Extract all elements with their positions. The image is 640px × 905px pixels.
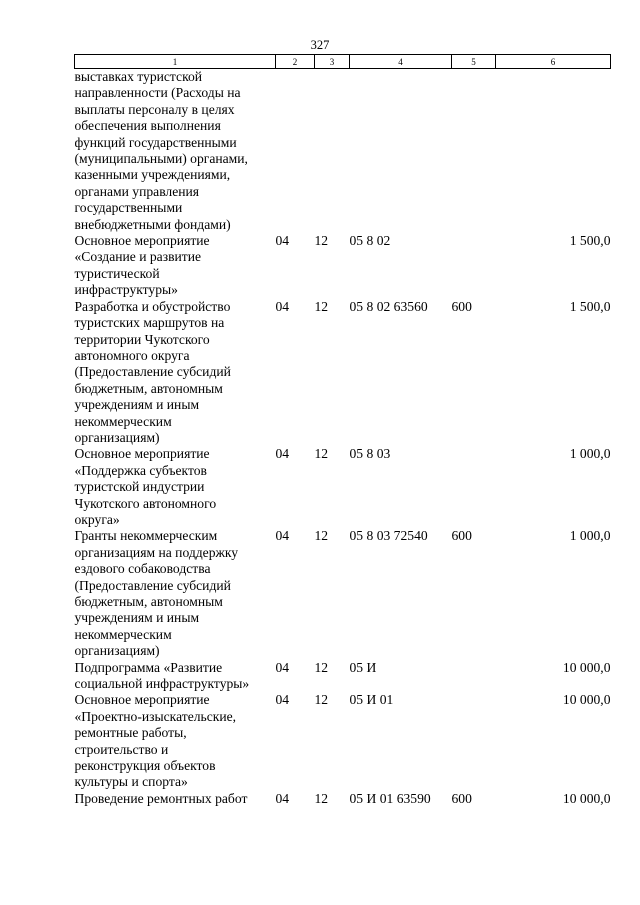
column-number-header-row bbox=[75, 55, 611, 69]
row-amount: 10 000,0 bbox=[562, 790, 611, 806]
row-target-article-code bbox=[350, 69, 452, 234]
row-subsection-code bbox=[315, 69, 350, 234]
row-expense-type-code: 600 bbox=[451, 528, 472, 544]
table-row bbox=[75, 660, 611, 693]
budget-table bbox=[74, 54, 611, 807]
row-description: Разработка и обустройство туристских маршрутов на территории Чукотского автономного округа (Предоставление субсидий бюджетным, автономным учреждениям и иным некоммерческим организациям) bbox=[74, 298, 231, 445]
row-section-code: 04 bbox=[275, 528, 290, 544]
row-description: Основное мероприятие «Поддержка субъектов туристской индустрии Чукотского автономного округа» bbox=[74, 446, 217, 527]
row-expense-type-code bbox=[452, 660, 496, 693]
row-section-code: 04 bbox=[275, 233, 290, 249]
row-expense-type-code: 600 bbox=[451, 298, 472, 314]
row-section-code: 04 bbox=[275, 692, 290, 708]
row-target-article-code: 05 8 03 72540 bbox=[349, 528, 428, 544]
page-number: 327 bbox=[310, 38, 330, 52]
row-description: выставках туристской направленности (Расходы на выплаты персоналу в целях обеспечения выполнения функций государственными (муниципальными) органами, казенными учреждениями, органами управления государственными внебюджетными фондами) bbox=[74, 69, 248, 232]
row-amount: 1 000,0 bbox=[569, 528, 611, 544]
row-expense-type-code: 600 bbox=[451, 790, 472, 806]
column-header-5: 5 bbox=[452, 55, 496, 69]
table-row bbox=[75, 692, 611, 790]
row-description: Гранты некоммерческим организациям на поддержку ездового собаководства (Предоставление субсидий бюджетным, автономным учреждениям и иным некоммерческим организациям) bbox=[74, 528, 239, 659]
row-section-code bbox=[276, 69, 315, 234]
row-target-article-code: 05 8 02 bbox=[349, 233, 391, 249]
row-description: Основное мероприятие «Создание и развитие туристической инфраструктуры» bbox=[74, 233, 210, 298]
row-amount: 1 500,0 bbox=[569, 233, 611, 249]
row-target-article-code: 05 И bbox=[349, 659, 377, 675]
column-header-1: 1 bbox=[75, 55, 276, 69]
row-section-code: 04 bbox=[275, 790, 290, 806]
row-amount: 1 000,0 bbox=[569, 446, 611, 462]
row-target-article-code: 05 И 01 63590 bbox=[349, 790, 431, 806]
table-row bbox=[75, 446, 611, 528]
row-description: Подпрограмма «Развитие социальной инфраструктуры» bbox=[74, 659, 250, 692]
row-expense-type-code bbox=[452, 446, 496, 528]
table-row bbox=[75, 791, 611, 807]
budget-table-body bbox=[75, 69, 611, 808]
row-target-article-code: 05 8 02 63560 bbox=[349, 298, 428, 314]
row-expense-type-code bbox=[452, 692, 496, 790]
row-amount: 1 500,0 bbox=[569, 298, 611, 314]
row-subsection-code: 12 bbox=[314, 692, 329, 708]
table-row bbox=[75, 69, 611, 234]
row-section-code: 04 bbox=[275, 298, 290, 314]
row-subsection-code: 12 bbox=[314, 446, 329, 462]
table-row bbox=[75, 299, 611, 447]
row-target-article-code: 05 8 03 bbox=[349, 446, 391, 462]
row-expense-type-code bbox=[452, 69, 496, 234]
row-amount: 10 000,0 bbox=[562, 659, 611, 675]
column-header-2: 2 bbox=[276, 55, 315, 69]
row-subsection-code: 12 bbox=[314, 298, 329, 314]
row-amount: 10 000,0 bbox=[562, 692, 611, 708]
row-subsection-code: 12 bbox=[314, 790, 329, 806]
column-header-4: 4 bbox=[350, 55, 452, 69]
row-section-code: 04 bbox=[275, 446, 290, 462]
column-header-3: 3 bbox=[315, 55, 350, 69]
row-subsection-code: 12 bbox=[314, 528, 329, 544]
table-row bbox=[75, 233, 611, 299]
row-subsection-code: 12 bbox=[314, 659, 329, 675]
row-description: Проведение ремонтных работ bbox=[74, 790, 248, 806]
row-expense-type-code bbox=[452, 233, 496, 299]
row-description: Основное мероприятие «Проектно-изыскательские, ремонтные работы, строительство и реконструкция объектов культуры и спорта» bbox=[74, 692, 237, 790]
row-amount bbox=[496, 69, 611, 234]
column-header-6: 6 bbox=[496, 55, 611, 69]
row-section-code: 04 bbox=[275, 659, 290, 675]
row-target-article-code: 05 И 01 bbox=[349, 692, 394, 708]
row-subsection-code: 12 bbox=[314, 233, 329, 249]
table-row bbox=[75, 528, 611, 659]
